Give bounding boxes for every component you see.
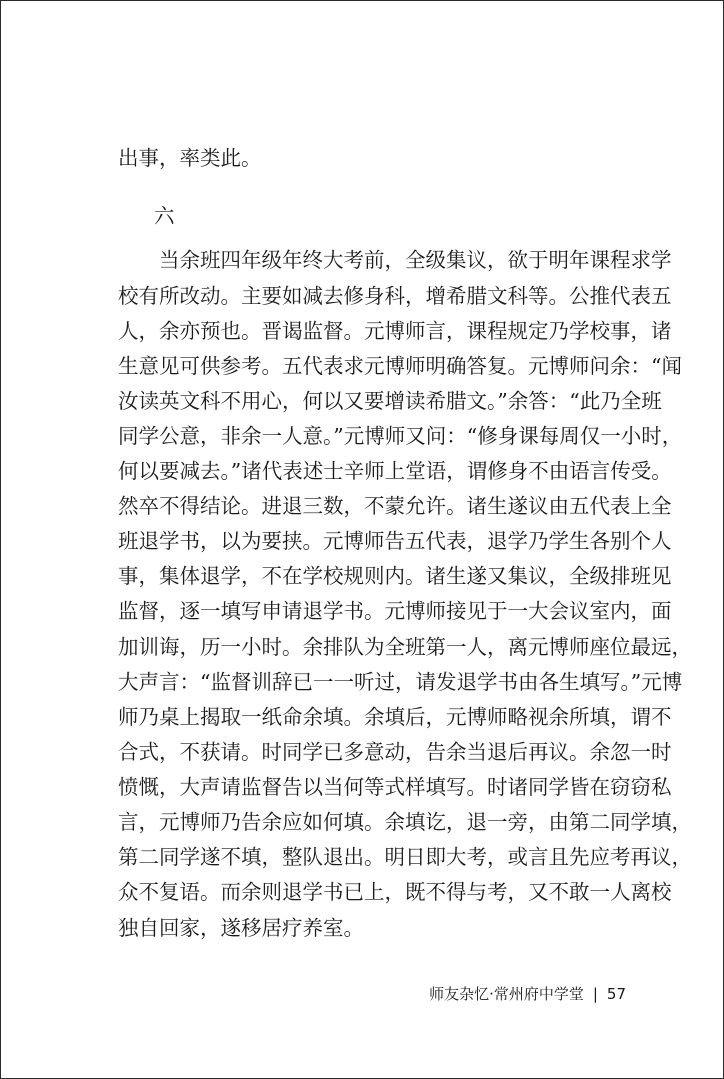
paragraph-line: 监督，逐一填写申请退学书。元博师接见于一大会议室内，面 bbox=[118, 599, 672, 623]
paragraph-line: 然卒不得结论。进退三数，不蒙允许。诸生遂议由五代表上全 bbox=[118, 494, 672, 518]
paragraph-line: 汝读英文科不用心，何以又要增读希腊文。”余答：“此乃全班 bbox=[118, 389, 662, 413]
running-footer bbox=[381, 984, 626, 1004]
paragraph-line: 何以要减去。”诸代表述士辛师上堂语，谓修身不由语言传受。 bbox=[118, 459, 672, 483]
paragraph-line: 事，集体退学，不在学校规则内。诸生遂又集议，全级排班见 bbox=[118, 564, 672, 588]
lead-line: 出事，率类此。 bbox=[118, 146, 262, 170]
page-number: 57 bbox=[606, 985, 626, 1003]
paragraph-line: 班退学书，以为要挟。元博师告五代表，退学乃学生各别个人 bbox=[118, 529, 672, 553]
paragraph-line: 同学公意，非余一人意。”元博师又问：“修身课每周仅一小时， bbox=[118, 424, 683, 448]
paragraph-line: 加训诲，历一小时。余排队为全班第一人，离元博师座位最远， bbox=[118, 635, 692, 659]
section-number: 六 bbox=[154, 204, 175, 228]
paragraph-line: 生意见可供参考。五代表求元博师明确答复。元博师问余：“闻 bbox=[118, 354, 682, 378]
paragraph-line: 独自回家，遂移居疗养室。 bbox=[118, 916, 364, 940]
paragraph-line: 大声言：“监督训辞已一一听过，请发退学书由各生填写。”元博 bbox=[118, 670, 683, 694]
footer-separator: | bbox=[592, 985, 598, 1003]
paragraph-line: 言，元博师乃告余应如何填。余填讫，退一旁，由第二同学填， bbox=[118, 810, 692, 834]
paragraph-line: 愤慨，大声请监督告以当何等式样填写。时诸同学皆在窃窃私 bbox=[118, 775, 672, 799]
paragraph-line: 校有所改动。主要如减去修身科，增希腊文科等。公推代表五 bbox=[118, 284, 672, 308]
paragraph-line: 合式，不获请。时同学已多意动，告余当退后再议。余忽一时 bbox=[118, 740, 672, 764]
paragraph-line: 众不复语。而余则退学书已上，既不得与考，又不敢一人离校 bbox=[118, 880, 672, 904]
paragraph-line: 师乃桌上揭取一纸命余填。余填后，元博师略视余所填，谓不 bbox=[118, 705, 672, 729]
paragraph-line: 人，余亦预也。晋谒监督。元博师言，课程规定乃学校事，诸 bbox=[118, 319, 672, 343]
paragraph-line: 当余班四年级年终大考前，全级集议，欲于明年课程求学 bbox=[118, 248, 672, 272]
paragraph-line: 第二同学遂不填，整队退出。明日即大考，或言且先应考再议， bbox=[118, 845, 692, 869]
running-title: 师友杂忆·常州府中学堂 bbox=[429, 985, 584, 1003]
